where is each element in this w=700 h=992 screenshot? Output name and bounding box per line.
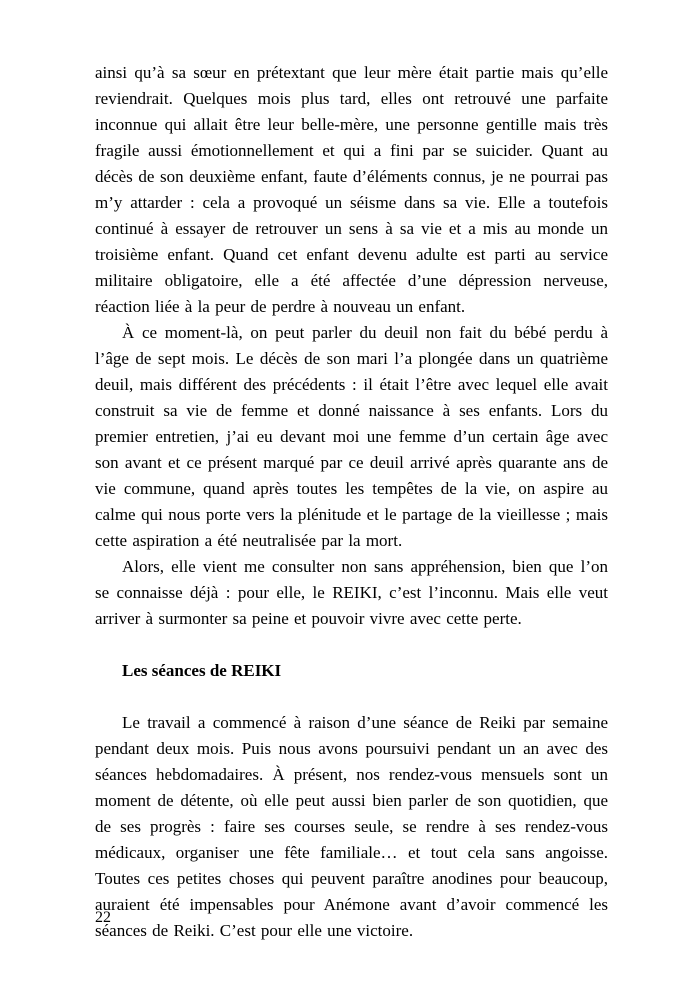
- paragraph-consultation: Alors, elle vient me consulter non sans appréhension, bien que l’on se connaisse déjà : pour elle, le REIKI, c’est l’inconnu. Mais elle veut arriver à surmonter sa peine et pouvoir vivre avec cette perte.: [95, 557, 608, 628]
- paragraph-continuation: ainsi qu’à sa sœur en prétextant que leur mère était partie mais qu’elle reviendrait. Quelques mois plus tard, elles ont retrouvé une parfaite inconnue qui allait être leur belle-mère, une personne gentille mais très fragile aussi émotionnellement et qui a fini par se suicider. Quant au décès de son deuxième enfant, faute d’éléments connus, je ne pourrai pas m’y attarder : cela a provoqué un séisme dans sa vie. Elle a toutefois continué à essayer de retrouver un sens à sa vie et a mis au monde un troisième enfant. Quand cet enfant devenu adulte est parti au service militaire obligatoire, elle a été affectée d’une dépression nerveuse, réaction liée à la peur de perdre à nouveau un enfant.: [95, 63, 608, 316]
- page-content: [95, 60, 608, 944]
- paragraph-deuil: À ce moment-là, on peut parler du deuil non fait du bébé perdu à l’âge de sept mois. Le décès de son mari l’a plongée dans un quatrième deuil, mais différent des précédents : il était l’être avec lequel elle avait construit sa vie de femme et donné naissance à ses enfants. Lors du premier entretien, j’ai eu devant moi une femme d’un certain âge avec son avant et ce présent marqué par ce deuil arrivé après quarante ans de vie commune, quand après toutes les tempêtes de la vie, on aspire au calme qui nous porte vers la plénitude et le partage de la vieillesse ; mais cette aspiration a été neutralisée par la mort.: [95, 323, 608, 550]
- page-number: 22: [95, 909, 111, 926]
- section-heading: Les séances de REIKI: [122, 661, 282, 680]
- paragraph-seances: Le travail a commencé à raison d’une séance de Reiki par semaine pendant deux mois. Puis nous avons poursuivi pendant un an avec des séances hebdomadaires. À présent, nos rendez-vous mensuels sont un moment de détente, où elle peut aussi bien parler de son quotidien, que de ses progrès : faire ses courses seule, se rendre à ses rendez-vous médicaux, organiser une fête familiale… et tout cela sans angoisse. Toutes ces petites choses qui peuvent paraître anodines pour beaucoup, auraient été impensables pour Anémone avant d’avoir commencé les séances de Reiki. C’est pour elle une victoire.: [95, 713, 608, 940]
